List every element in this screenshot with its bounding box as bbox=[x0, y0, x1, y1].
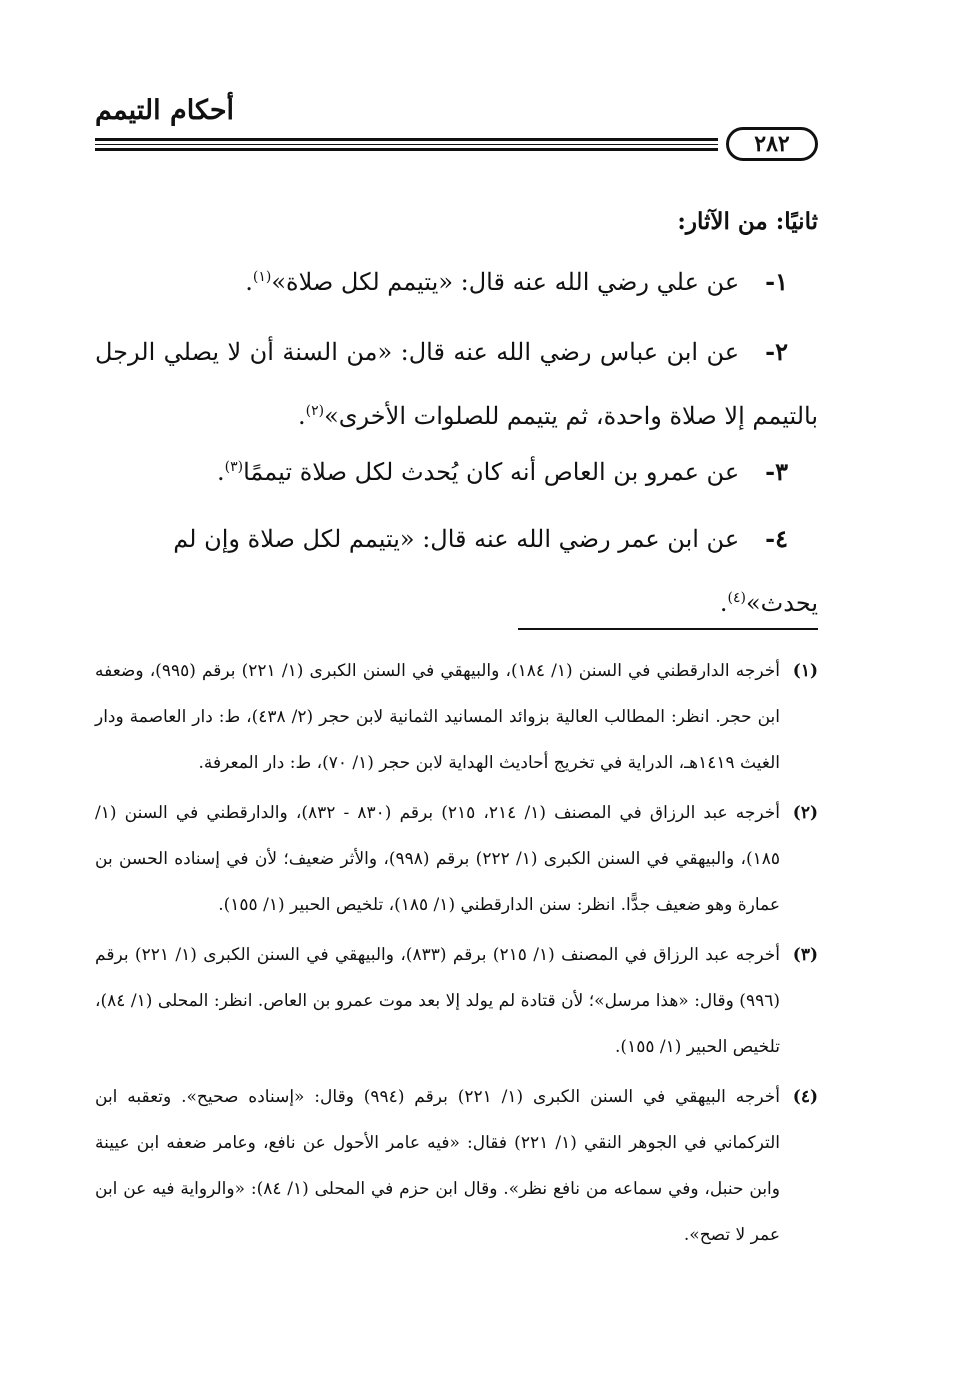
footnote-ref[interactable]: (٤) bbox=[727, 590, 746, 606]
footnote-ref[interactable]: (١) bbox=[252, 269, 272, 285]
footnotes bbox=[95, 648, 818, 1258]
footnote bbox=[95, 790, 818, 928]
footnote-text: أخرجه الدارقطني في السنن (١/ ١٨٤)، والبيهقي في السنن الكبرى (١/ ٢٢١) برقم (٩٩٥)، وضعفه ابن حجر. انظر: المطالب العالية بزوائد المسانيد الثمانية لابن حجر (٢/ ٤٣٨)، ط: دار العاصمة ودار الغيث ١٤١٩هـ، الدراية في تخريج أحاديث الهداية لابن حجر (١/ ٧٠)، ط: دار المعرفة. bbox=[95, 661, 781, 773]
athar-item bbox=[95, 440, 818, 504]
footnote-number: (٢) bbox=[792, 803, 818, 823]
page-number-badge bbox=[726, 127, 818, 161]
item-text: عن علي رضي الله عنه قال: «يتيمم لكل صلاة» bbox=[271, 268, 740, 296]
item-number: ٣- bbox=[765, 457, 788, 486]
footnote bbox=[95, 648, 818, 786]
footnote-number: (٣) bbox=[792, 945, 818, 965]
running-title: أحكام التيمم bbox=[95, 95, 235, 126]
athar-item bbox=[95, 320, 818, 448]
footnote-text: أخرجه عبد الرزاق في المصنف (١/ ٢١٤، ٢١٥) برقم (٨٣٠ - ٨٣٢)، والدارقطني في السنن (١/ ١٨٥)، والبيهقي في السنن الكبرى (١/ ٢٢٢) برقم (٩٩٨)، والأثر ضعيف؛ لأن في إسناده الحسن بن عمارة وهو ضعيف جدًّا. انظر: سنن الدارقطني (١/ ١٨٥)، تلخيص الحبير (١/ ١٥٥). bbox=[95, 803, 780, 915]
header-rule bbox=[95, 148, 718, 151]
footnote-separator bbox=[518, 628, 818, 630]
footnote-number: (١) bbox=[792, 661, 818, 681]
footnote-ref[interactable]: (٣) bbox=[224, 459, 244, 475]
footnote-text: أخرجه البيهقي في السنن الكبرى (١/ ٢٢١) برقم (٩٩٤) وقال: «إسناده صحيح». وتعقبه ابن التركماني في الجوهر النقي (١/ ٢٢١) فقال: «فيه عامر الأحول عن نافع، وعامر ضعفه ابن عيينة وابن حنبل، وفي سماعه من نافع نظر». وقال ابن حزم في المحلى (١/ ٨٤): «والرواية فيه عن ابن عمر لا تصح». bbox=[95, 1087, 781, 1245]
item-number: ٢- bbox=[765, 337, 788, 366]
item-end: . bbox=[216, 458, 225, 486]
item-end: . bbox=[719, 589, 728, 617]
item-text: عن عمرو بن العاص أنه كان يُحدث لكل صلاة تيممًا bbox=[243, 458, 740, 486]
header-rule bbox=[95, 144, 718, 145]
athar-item bbox=[95, 507, 818, 635]
footnote-text: أخرجه عبد الرزاق في المصنف (١/ ٢١٥) برقم (٨٣٣)، والبيهقي في السنن الكبرى (١/ ٢٢١) برقم (٩٩٦) وقال: «هذا مرسل»؛ لأن قتادة لم يولد إلا بعد موت عمرو بن العاص. انظر: المحلى (١/ ٨٤)، تلخيص الحبير (١/ ١٥٥). bbox=[95, 945, 781, 1057]
header-rule bbox=[95, 138, 718, 141]
athar-item bbox=[95, 250, 818, 314]
item-end: . bbox=[297, 402, 306, 430]
item-number: ١- bbox=[765, 267, 788, 296]
page-header bbox=[95, 95, 818, 170]
section-heading: ثانيًا: من الآثار: bbox=[677, 208, 818, 235]
footnote bbox=[95, 932, 818, 1070]
footnote-number: (٤) bbox=[792, 1087, 818, 1107]
item-number: ٤- bbox=[765, 524, 788, 553]
item-end: . bbox=[245, 268, 253, 296]
item-text: عن ابن عباس رضي الله عنه قال: «من السنة أن لا يصلي الرجل بالتيمم إلا صلاة واحدة، ثم يتيمم للصلوات الأخرى» bbox=[95, 338, 818, 430]
footnote-ref[interactable]: (٢) bbox=[305, 403, 325, 419]
item-text: عن ابن عمر رضي الله عنه قال: «يتيمم لكل صلاة وإن لم يحدث» bbox=[173, 525, 818, 617]
footnote bbox=[95, 1074, 818, 1258]
page-number: ٢٨٢ bbox=[754, 131, 790, 157]
